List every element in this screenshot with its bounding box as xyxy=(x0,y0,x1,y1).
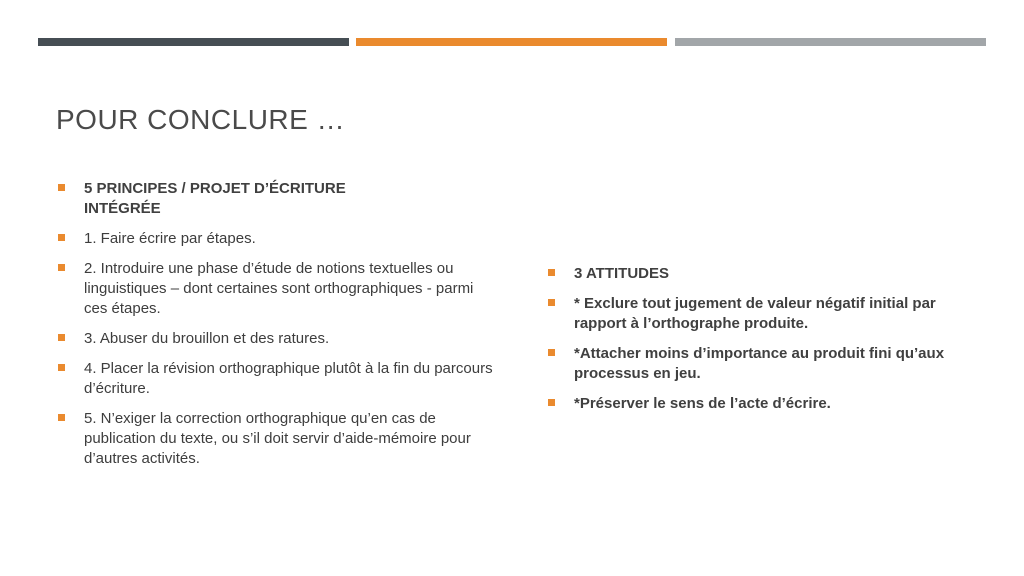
list-item-text: *Attacher moins d’importance au produit fini qu’aux processus en jeu. xyxy=(574,345,945,382)
list-item xyxy=(56,229,486,249)
bullet-square-icon xyxy=(58,234,65,241)
bullet-square-icon xyxy=(58,414,65,421)
left-heading-text: 5 PRINCIPES / PROJET D’ÉCRITURE INTÉGRÉE xyxy=(84,180,346,217)
list-item xyxy=(546,294,969,334)
right-list-heading xyxy=(546,264,966,284)
left-bullet-list xyxy=(56,179,493,479)
bullet-square-icon xyxy=(548,399,555,406)
list-item xyxy=(546,394,966,414)
left-list-heading xyxy=(56,179,414,219)
list-item xyxy=(546,344,966,384)
bullet-square-icon xyxy=(58,364,65,371)
list-item xyxy=(56,259,479,319)
list-item-text: 2. Introduire une phase d’étude de notions textuelles ou linguistiques – dont certaines sont orthographiques - parmi ces étapes. xyxy=(84,260,474,317)
list-item-text: * Exclure tout jugement de valeur négatif initial par rapport à l’orthographe produite. xyxy=(574,295,936,332)
bullet-square-icon xyxy=(548,349,555,356)
bullet-square-icon xyxy=(58,264,65,271)
list-item-text: 4. Placer la révision orthographique plutôt à la fin du parcours d’écriture. xyxy=(84,360,493,397)
bullet-square-icon xyxy=(548,299,555,306)
list-item-text: 1. Faire écrire par étapes. xyxy=(84,230,256,247)
list-item-text: 5. N’exiger la correction orthographique qu’en cas de publication du texte, ou s’il doit servir d’aide-mémoire pour d’autres activités. xyxy=(84,410,471,467)
list-item xyxy=(56,329,486,349)
decorative-bar-orange xyxy=(356,38,667,46)
decorative-bar-dark xyxy=(38,38,349,46)
slide-title: POUR CONCLURE … xyxy=(56,104,346,135)
right-heading-text: 3 ATTITUDES xyxy=(574,265,670,282)
list-item-text: 3. Abuser du brouillon et des ratures. xyxy=(84,330,330,347)
list-item-text: *Préserver le sens de l’acte d’écrire. xyxy=(574,395,831,412)
bullet-square-icon xyxy=(548,269,555,276)
decorative-bar-gray xyxy=(675,38,986,46)
bullet-square-icon xyxy=(58,334,65,341)
list-item xyxy=(56,359,504,399)
list-item xyxy=(56,409,486,469)
bullet-square-icon xyxy=(58,184,65,191)
right-bullet-list xyxy=(546,264,966,424)
